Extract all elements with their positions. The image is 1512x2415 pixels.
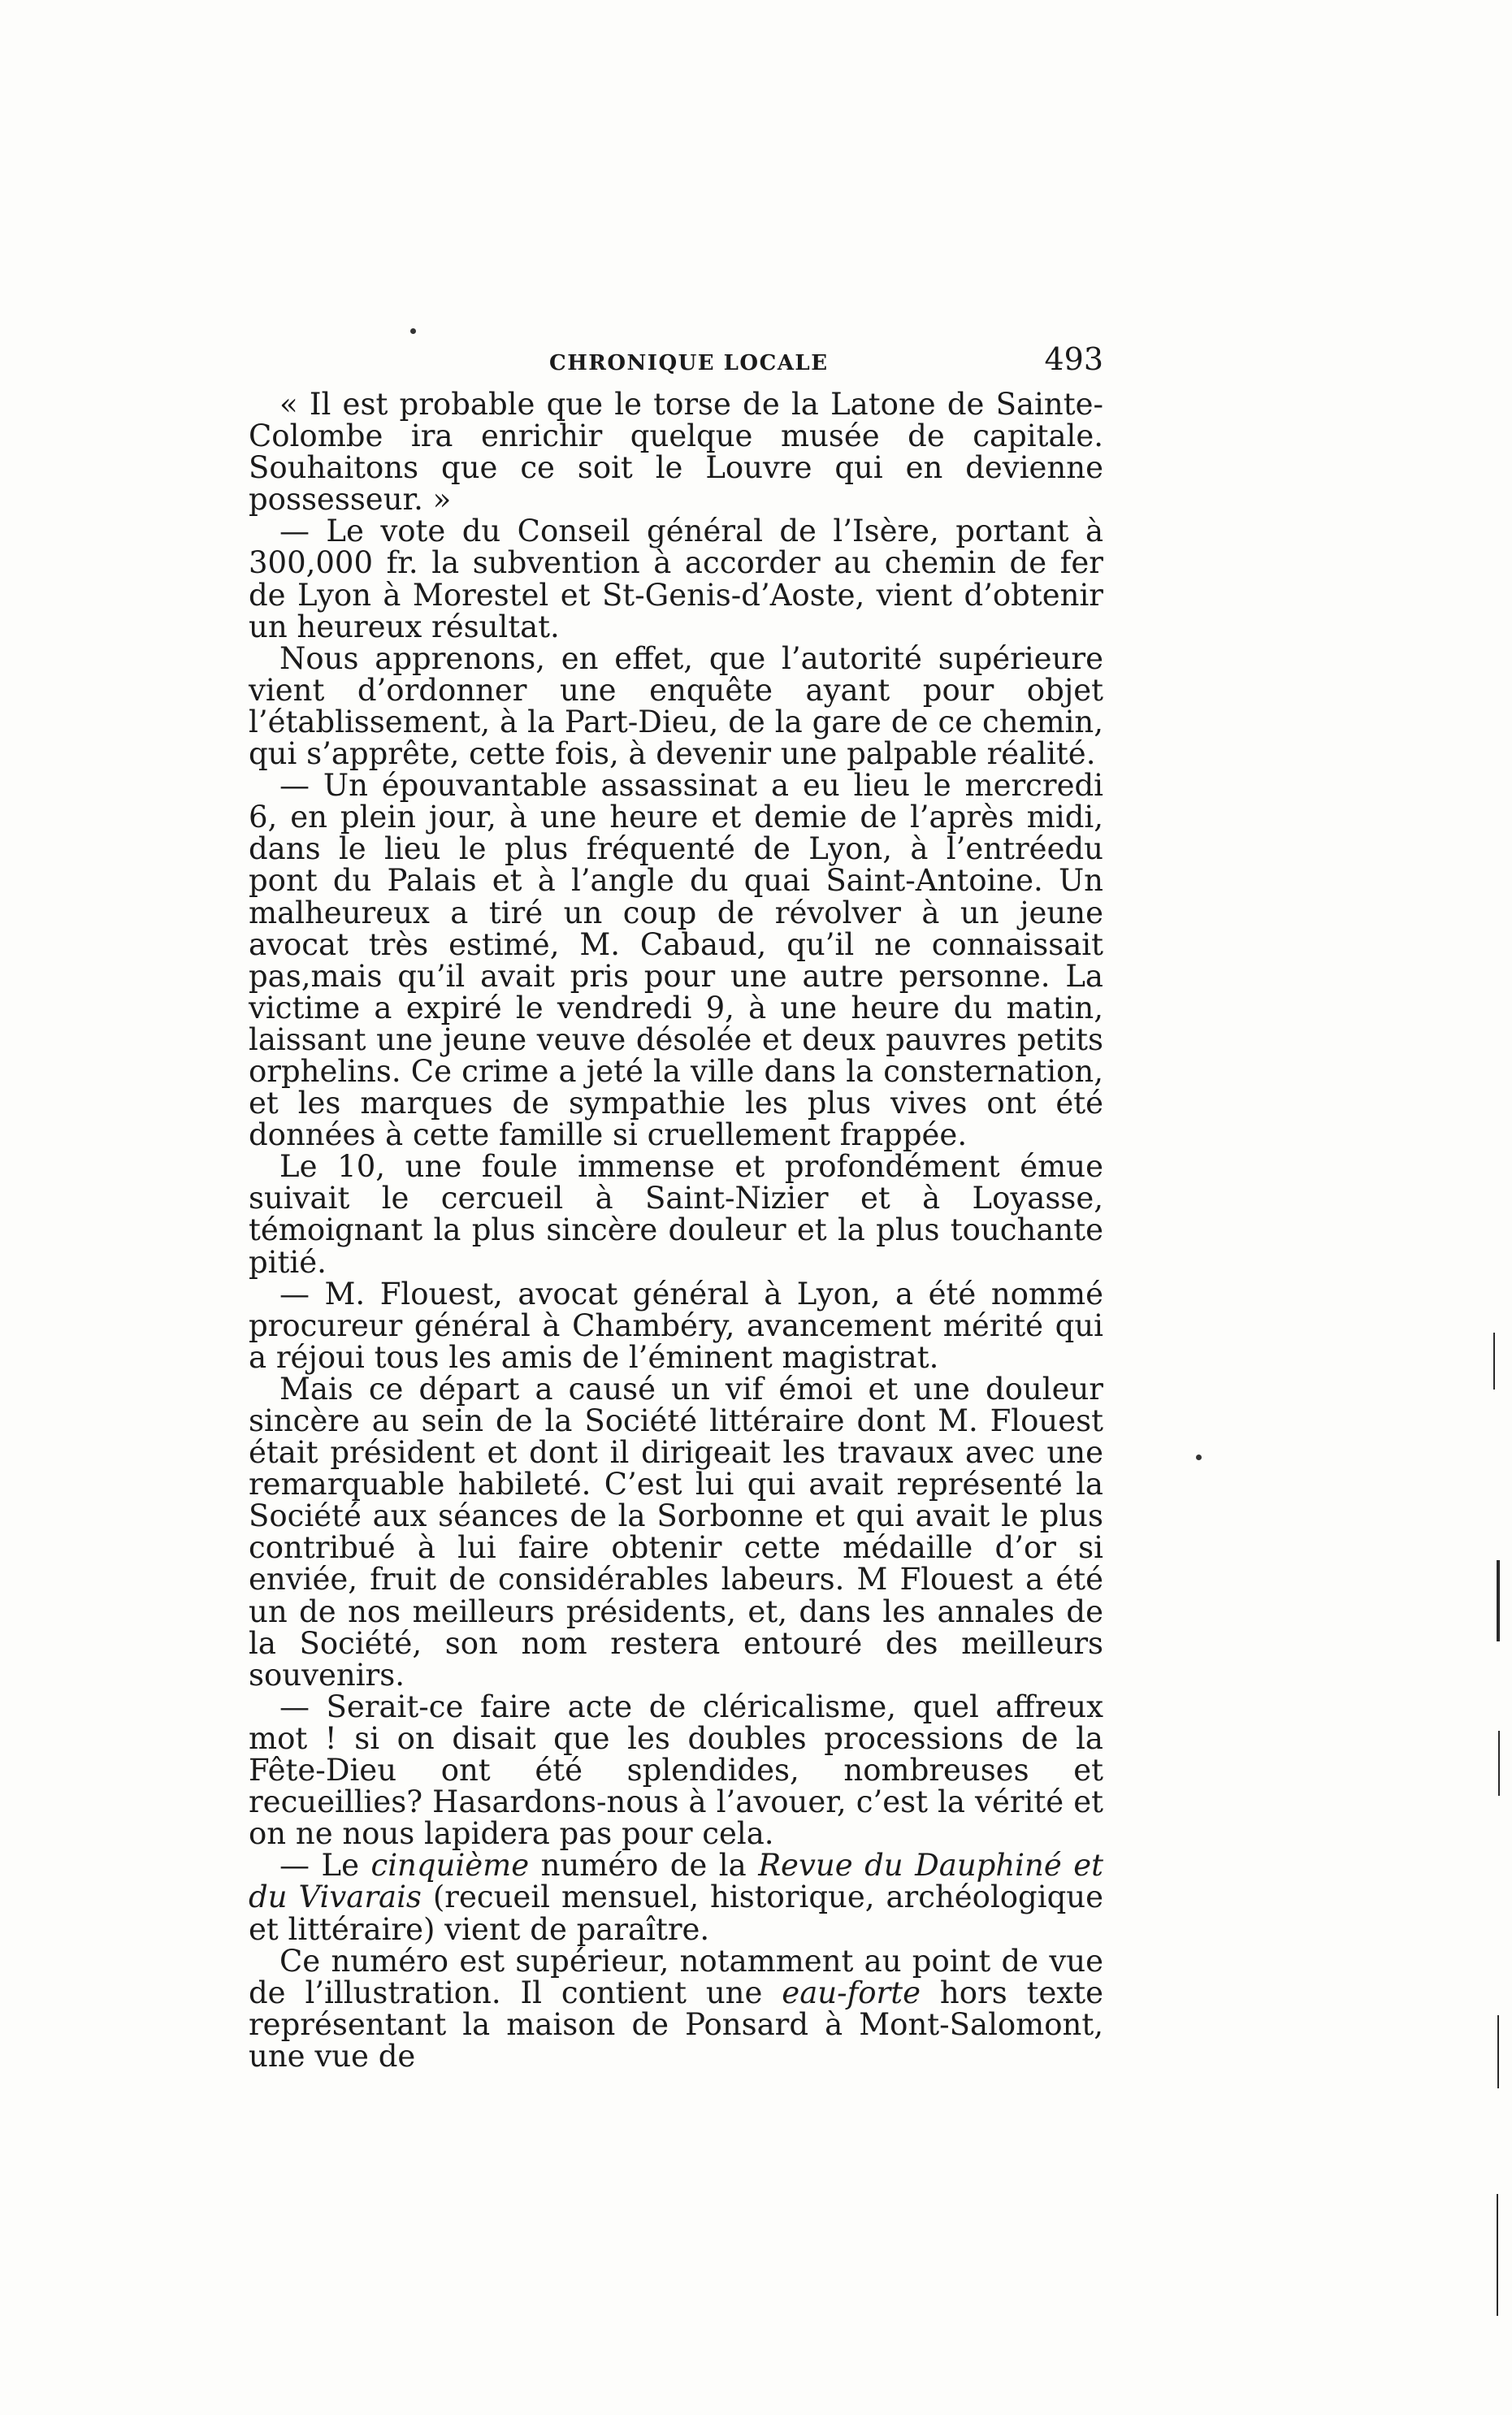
text-run: numéro de la: [529, 1848, 759, 1884]
paragraph-funerailles: Le 10, une foule immense et profondément émue suivait le cercueil à Saint-Nizier et à Loyasse, témoignant la plus sincère douleur et la plus touchante pitié.: [249, 1149, 1103, 1280]
scan-speck: [1196, 1455, 1202, 1460]
paragraph-flouest-nomination: — M. Flouest, avocat général à Lyon, a été nommé procureur général à Chambéry, avancement mérité qui a réjoui tous les amis de l’éminent magistrat.: [249, 1276, 1103, 1375]
running-header: [249, 341, 1103, 382]
paragraph-part-dieu: Nous apprenons, en effet, que l’autorité supérieure vient d’ordonner une enquête ayant pour objet l’établissement, à la Part-Dieu, de la gare de ce chemin, qui s’apprête, cette fois, à devenir une palpable réalité.: [249, 640, 1103, 772]
italic-run: eau-forte: [782, 1975, 921, 2010]
text-run: (recueil mensuel, historique, archéologique et littéraire) vient de paraître.: [249, 1880, 1103, 1947]
text-run: hors texte représentant la maison de Ponsard à Mont-Salomont, une vue de: [249, 1975, 1103, 2074]
text-run: Ce numéro est supérieur, notamment au point de vue de l’illustration. Il contient une: [249, 1943, 1103, 2010]
scan-mark: [1493, 1333, 1495, 1390]
italic-run: cinquième: [370, 1848, 530, 1884]
paragraph-societe-litteraire: Mais ce départ a causé un vif émoi et une douleur sincère au sein de la Société littéraire dont M. Flouest était président et dont il dirigeait les travaux avec une remarquable habileté. C’est lui qui avait représenté la Société aux séances de la Sorbonne et qui avait le plus contribué à lui faire obtenir cette médaille d’or si enviée, fruit de considérables labeurs. M Flouest a été un de nos meilleurs présidents, et, dans les annales de la Société, son nom restera entouré des meilleurs souvenirs.: [249, 1371, 1103, 1693]
paragraph-fete-dieu: — Serait-ce faire acte de cléricalisme, quel affreux mot ! si on disait que les doubles processions de la Fête-Dieu ont été splendides, nombreuses et recueillies? Hasardons-nous à l’avouer, c’est la vérité et on ne nous lapidera pas pour cela.: [249, 1689, 1103, 1852]
article-body: [249, 388, 1103, 2072]
text-run: — Le: [279, 1848, 371, 1884]
paragraph-latone: « Il est probable que le torse de la Latone de Sainte-Colombe ira enrichir quelque musée de capitale. Souhaitons que ce soit le Louvre qui en devienne possesseur. »: [249, 387, 1103, 518]
paragraph-revue-dauphine: [249, 1849, 1103, 1945]
paragraph-conseil-general: — Le vote du Conseil général de l’Isère, portant à 300,000 fr. la subvention à accorder au chemin de fer de Lyon à Morestel et St-Genis-d’Aoste, vient d’obtenir un heureux résultat.: [249, 514, 1103, 644]
scan-mark: [1497, 2015, 1499, 2088]
running-title: CHRONIQUE LOCALE: [549, 351, 829, 375]
page-number: 493: [1044, 341, 1103, 377]
scan-mark: [1497, 2194, 1498, 2316]
scan-speck: [410, 328, 416, 334]
scan-mark: [1498, 1731, 1500, 1796]
paragraph-assassinat: — Un épouvantable assassinat a eu lieu le mercredi 6, en plein jour, à une heure et demie de l’après midi, dans le lieu le plus fréquenté de Lyon, à l’entréedu pont du Palais et à l’angle du quai Saint-Antoine. Un malheureux a tiré un coup de révolver à un jeune avocat très estimé, M. Cabaud, qu’il ne connaissait pas,mais qu’il avait pris pour une autre personne. La victime a expiré le vendredi 9, à une heure du matin, laissant une jeune veuve désolée et deux pauvres petits orphelins. Ce crime a jeté la ville dans la consternation, et les marques de sympathie les plus vives ont été données à cette famille si cruellement frappée.: [249, 768, 1103, 1153]
scan-mark: [1497, 1560, 1500, 1641]
paragraph-eau-forte: [249, 1945, 1103, 2072]
journal-title: Revue du Dauphiné et du Vivarais: [249, 1848, 1104, 1915]
